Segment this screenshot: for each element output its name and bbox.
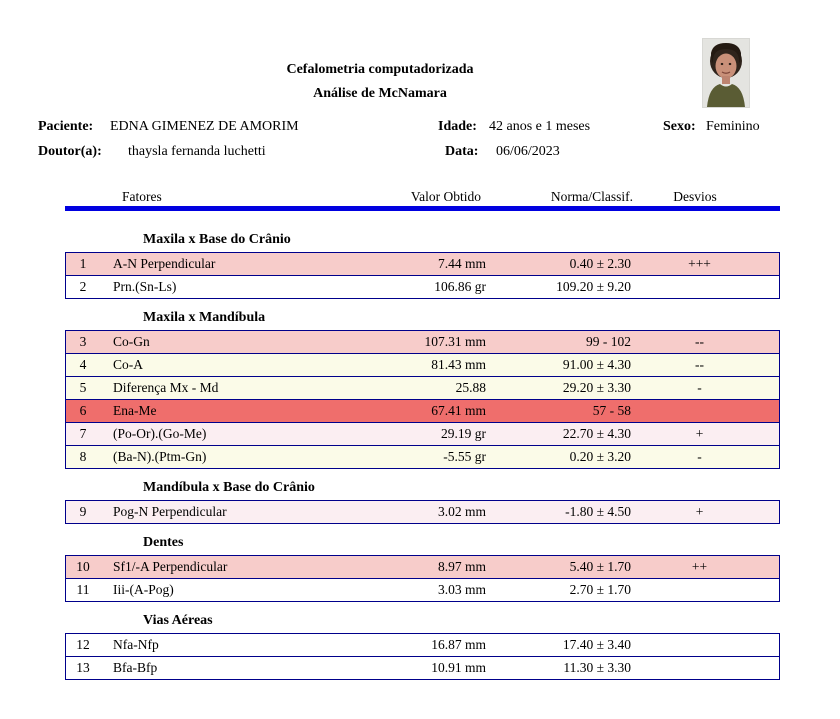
row-factor: Co-A [113, 357, 143, 372]
sexo-value: Feminino [706, 119, 760, 134]
row-number: 11 [76, 582, 90, 597]
row-number: 2 [79, 279, 87, 294]
row-deviation: +++ [688, 256, 711, 271]
data-label: Data: [445, 144, 479, 159]
section-title: Maxila x Mandíbula [143, 310, 266, 325]
idade-label: Idade: [438, 119, 477, 134]
section-block [65, 500, 780, 524]
section-block [65, 633, 780, 680]
row-value: 81.43 mm [431, 357, 486, 372]
row-norm: 0.20 ± 3.20 [569, 449, 631, 464]
row-deviation: + [695, 426, 704, 441]
row-deviation: - [697, 449, 702, 464]
row-norm: 2.70 ± 1.70 [569, 582, 631, 597]
row-number: 13 [76, 660, 90, 675]
row-value: 10.91 mm [431, 660, 486, 675]
table-row [66, 556, 779, 578]
doutor-label: Doutor(a): [38, 144, 102, 159]
row-value: -5.55 gr [443, 449, 486, 464]
row-norm: 29.20 ± 3.30 [562, 380, 631, 395]
patient-photo [702, 38, 750, 108]
paciente-label: Paciente: [38, 119, 94, 134]
table-row [66, 331, 779, 353]
row-number: 6 [79, 403, 87, 418]
table-row [66, 578, 779, 601]
row-number: 7 [79, 426, 87, 441]
section-block [65, 252, 780, 299]
row-value: 106.86 gr [434, 279, 486, 294]
row-number: 8 [79, 449, 87, 464]
table-row [66, 422, 779, 445]
row-factor: Bfa-Bfp [113, 660, 158, 675]
row-deviation: -- [695, 357, 704, 372]
row-number: 5 [79, 380, 87, 395]
report-title: Cefalometria computadorizada [286, 62, 474, 77]
row-deviation: + [695, 504, 704, 519]
data-value: 06/06/2023 [496, 144, 560, 159]
table-row [66, 445, 779, 468]
row-norm: 17.40 ± 3.40 [562, 637, 631, 652]
row-factor: Nfa-Nfp [113, 637, 159, 652]
row-norm: 91.00 ± 4.30 [562, 357, 631, 372]
column-header-desvios: Desvios [673, 189, 717, 204]
row-value: 3.02 mm [437, 504, 486, 519]
row-norm: 11.30 ± 3.30 [563, 660, 631, 675]
column-header-valor-obtido: Valor Obtido [410, 189, 481, 204]
doutor-value: thaysla fernanda luchetti [128, 144, 266, 159]
sexo-label: Sexo: [663, 119, 696, 134]
row-value: 16.87 mm [431, 637, 486, 652]
row-value: 8.97 mm [437, 559, 486, 574]
table-row [66, 275, 779, 298]
row-factor: (Ba-N).(Ptm-Gn) [113, 449, 207, 464]
row-value: 7.44 mm [437, 256, 486, 271]
section-block [65, 555, 780, 602]
table-row [66, 253, 779, 275]
row-norm: 5.40 ± 1.70 [569, 559, 631, 574]
row-norm: -1.80 ± 4.50 [565, 504, 631, 519]
section-title: Vias Aéreas [143, 613, 213, 628]
row-factor: Pog-N Perpendicular [113, 504, 227, 519]
row-value: 25.88 [455, 380, 486, 395]
row-factor: Co-Gn [113, 334, 150, 349]
row-value: 107.31 mm [424, 334, 486, 349]
header-rule [65, 206, 780, 211]
row-norm: 109.20 ± 9.20 [556, 279, 631, 294]
table-row [66, 376, 779, 399]
paciente-value: EDNA GIMENEZ DE AMORIM [110, 119, 299, 134]
row-factor: Sf1/-A Perpendicular [113, 559, 228, 574]
row-value: 3.03 mm [437, 582, 486, 597]
row-deviation: ++ [691, 559, 708, 574]
report-titles [65, 62, 695, 110]
row-factor: (Po-Or).(Go-Me) [113, 426, 207, 441]
row-number: 9 [79, 504, 87, 519]
table-row [66, 634, 779, 656]
idade-value: 42 anos e 1 meses [489, 119, 591, 134]
row-factor: Ena-Me [113, 403, 157, 418]
row-norm: 57 - 58 [592, 403, 631, 418]
row-number: 10 [76, 559, 90, 574]
row-factor: A-N Perpendicular [113, 256, 216, 271]
row-number: 1 [79, 256, 87, 271]
section-title: Mandíbula x Base do Crânio [143, 480, 315, 495]
row-deviation: - [697, 380, 702, 395]
row-factor: Iii-(A-Pog) [113, 582, 174, 597]
row-number: 12 [76, 637, 90, 652]
row-factor: Prn.(Sn-Ls) [113, 279, 177, 294]
report-subtitle: Análise de McNamara [313, 86, 447, 101]
row-value: 29.19 gr [441, 426, 486, 441]
row-number: 3 [79, 334, 87, 349]
table-row [66, 399, 779, 422]
column-header-norma-classif: Norma/Classif. [550, 189, 633, 204]
section-title: Maxila x Base do Crânio [143, 232, 291, 247]
row-norm: 0.40 ± 2.30 [569, 256, 631, 271]
analysis-table [65, 228, 780, 680]
column-header-fatores: Fatores [122, 189, 162, 204]
section-block [65, 330, 780, 469]
row-factor: Diferença Mx - Md [113, 380, 219, 395]
table-row [66, 501, 779, 523]
table-row [66, 656, 779, 679]
patient-photo-image [703, 39, 749, 107]
row-norm: 22.70 ± 4.30 [562, 426, 631, 441]
row-number: 4 [79, 357, 87, 372]
section-title: Dentes [143, 535, 184, 550]
table-row [66, 353, 779, 376]
row-value: 67.41 mm [431, 403, 486, 418]
row-deviation: -- [695, 334, 704, 349]
row-norm: 99 - 102 [586, 334, 631, 349]
